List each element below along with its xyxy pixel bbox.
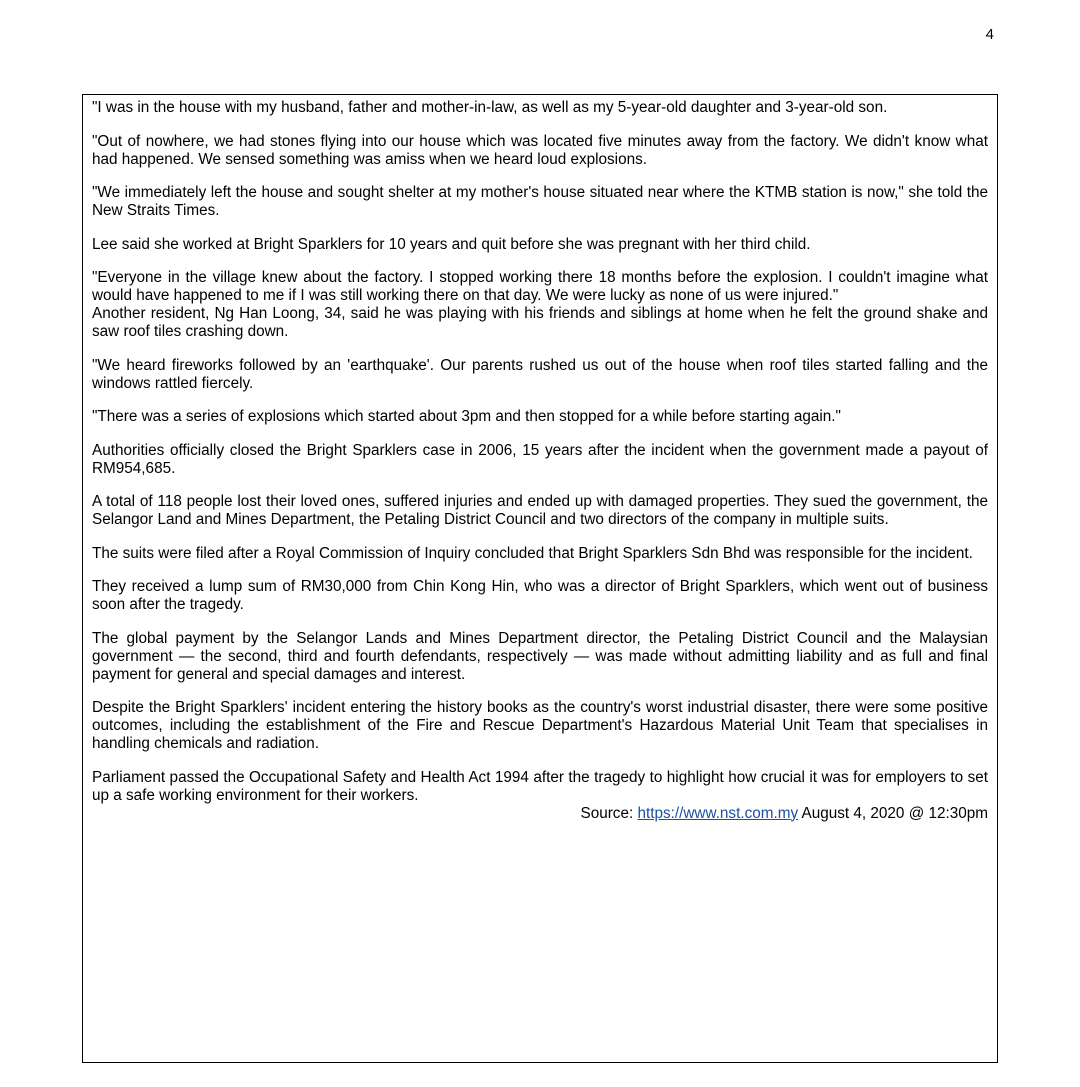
paragraph: The suits were filed after a Royal Commission of Inquiry concluded that Bright Sparklers Sdn Bhd was responsible for the incident. xyxy=(92,544,973,562)
paragraph: Parliament passed the Occupational Safety and Health Act 1994 after the tragedy to highlight how crucial it was for employers to set up a safe working environment for their workers. xyxy=(92,768,988,804)
article-box xyxy=(82,94,998,1063)
paragraph: The global payment by the Selangor Lands and Mines Department director, the Petaling District Council and the Malaysian government — the second, third and fourth defendants, respectively — was made without admitting liability and as full and final payment for general and special damages and interest. xyxy=(92,629,988,683)
paragraph: Lee said she worked at Bright Sparklers for 10 years and quit before she was pregnant with her third child. xyxy=(92,235,811,253)
paragraph: A total of 118 people lost their loved ones, suffered injuries and ended up with damaged properties. They sued the government, the Selangor Land and Mines Department, the Petaling District Council and two directors of the company in multiple suits. xyxy=(92,493,988,528)
paragraph: "I was in the house with my husband, father and mother-in-law, as well as my 5-year-old daughter and 3-year-old son. xyxy=(92,99,888,116)
paragraph: "Out of nowhere, we had stones flying into our house which was located five minutes away from the factory. We didn't know what had happened. We sensed something was amiss when we heard loud explosions. xyxy=(92,132,988,168)
paragraph: They received a lump sum of RM30,000 from Chin Kong Hin, who was a director of Bright Sparklers, which went out of business soon after the tragedy. xyxy=(92,578,988,613)
paragraph: "We immediately left the house and sought shelter at my mother's house situated near where the KTMB station is now," she told the New Straits Times. xyxy=(92,184,988,219)
paragraph: "We heard fireworks followed by an 'earthquake'. Our parents rushed us out of the house when roof tiles started falling and the windows rattled fiercely. xyxy=(92,356,988,392)
page-number: 4 xyxy=(985,26,994,43)
paragraph: Another resident, Ng Han Loong, 34, said he was playing with his friends and siblings at home when he felt the ground shake and saw roof tiles crashing down. xyxy=(92,305,988,340)
source-link[interactable]: https://www.nst.com.my xyxy=(637,804,799,822)
paragraph: Despite the Bright Sparklers' incident entering the history books as the country's worst industrial disaster, there were some positive outcomes, including the establishment of the Fire and Rescue Department's Hazardous Material Unit Team that specialises in handling chemicals and radiation. xyxy=(92,699,988,752)
source-label: Source: xyxy=(580,804,634,822)
paragraph: Authorities officially closed the Bright Sparklers case in 2006, 15 years after the incident when the government made a payout of RM954,685. xyxy=(92,441,988,477)
paragraph: "There was a series of explosions which started about 3pm and then stopped for a while before starting again." xyxy=(92,408,841,425)
paragraph: "Everyone in the village knew about the factory. I stopped working there 18 months before the explosion. I couldn't imagine what would have happened to me if I was still working there on that day. We were lucky as none of us were injured." xyxy=(92,269,988,304)
source-date: August 4, 2020 @ 12:30pm xyxy=(801,804,988,822)
source-line xyxy=(92,805,988,823)
